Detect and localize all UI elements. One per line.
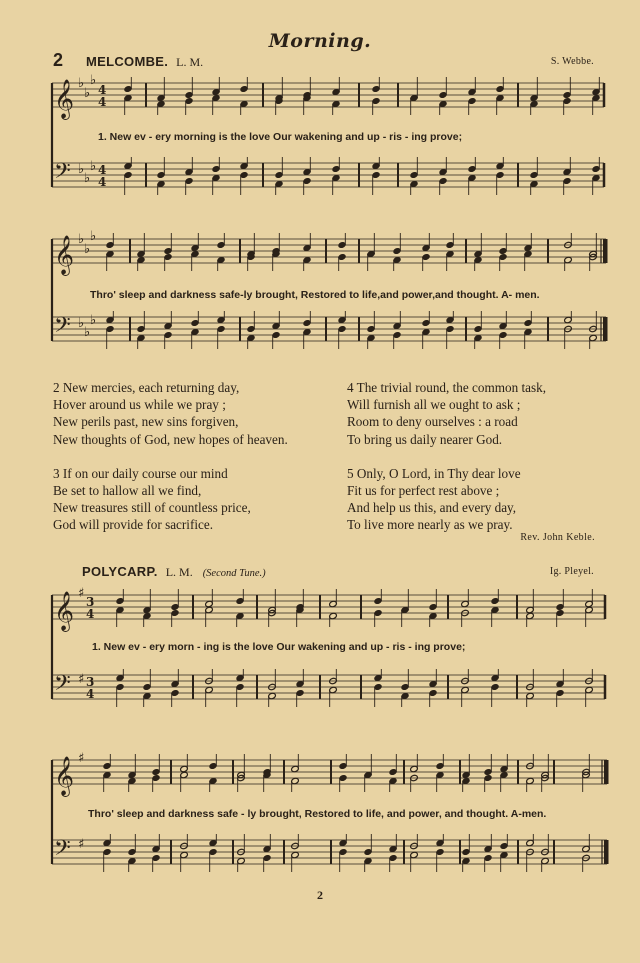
svg-text:4: 4 [98, 83, 107, 97]
svg-text:4: 4 [98, 95, 107, 109]
svg-text:3: 3 [86, 675, 95, 689]
hymn1-heading [86, 53, 203, 71]
svg-text:♯: ♯ [78, 672, 85, 687]
tune-note: (Second Tune.) [202, 568, 266, 579]
lyric-line: Thro' sleep and darkness safe-ly brought, Restored to life,and power,and thought. A- men. [90, 289, 540, 301]
composer: S. Webbe. [550, 56, 594, 67]
lyric-line: 1. New ev - ery morn - ing is the love Our wakening and up - ris - ing prove; [92, 641, 466, 653]
svg-text:3: 3 [86, 595, 95, 609]
svg-text:𝄞: 𝄞 [54, 235, 75, 275]
music-system-hymn1-line2 [0, 225, 640, 385]
composer: Ig. Pleyel. [549, 566, 594, 577]
svg-text:♭: ♭ [78, 162, 85, 177]
hymn-number: 2 [53, 50, 64, 70]
svg-text:4: 4 [86, 607, 95, 621]
svg-text:𝄢: 𝄢 [54, 671, 71, 701]
svg-text:♭: ♭ [78, 316, 85, 331]
music-system-hymn1-line1 [0, 75, 640, 235]
verse-line: Room to deny ourselves : a road [347, 414, 518, 430]
verse-line: New thoughts of God, new hopes of heaven. [53, 431, 288, 447]
svg-text:𝄞: 𝄞 [54, 756, 75, 796]
svg-text:♭: ♭ [90, 229, 97, 244]
meter: L. M. [176, 55, 204, 69]
verse-line: To bring us daily nearer God. [347, 431, 503, 447]
svg-text:♯: ♯ [78, 586, 85, 601]
verse-line: Fit us for perfect rest above ; [347, 483, 500, 499]
lyric-line: Thro' sleep and darkness safe - ly brought, Restored to life, and power, and thought. A-men. [88, 808, 547, 820]
svg-text:4: 4 [98, 163, 107, 177]
verse-3 [53, 465, 288, 534]
svg-text:♭: ♭ [78, 232, 85, 247]
verse-line: 5 Only, O Lord, in Thy dear love [347, 465, 521, 481]
verses-right-column [347, 379, 546, 534]
tune-name: MELCOMBE. [86, 54, 169, 69]
svg-text:♭: ♭ [78, 76, 85, 91]
svg-text:♭: ♭ [84, 171, 91, 186]
text-author: Rev. John Keble. [520, 532, 595, 543]
verse-line: 4 The trivial round, the common task, [347, 380, 546, 395]
verse-line: Be set to hallow all we find, [53, 483, 202, 499]
svg-text:𝄢: 𝄢 [54, 313, 71, 343]
svg-text:4: 4 [98, 175, 107, 189]
svg-text:𝄢: 𝄢 [54, 836, 71, 866]
music-system-hymn2-line1 [0, 585, 640, 745]
tune-name: POLYCARP. [82, 564, 158, 579]
svg-text:♭: ♭ [84, 242, 91, 257]
verses-left-column [53, 379, 288, 534]
verse-line: Will furnish all we ought to ask ; [347, 397, 521, 413]
svg-text:♯: ♯ [78, 751, 85, 766]
music-system-hymn2-line2 [0, 740, 640, 900]
verse-line: God will provide for sacrifice. [53, 517, 214, 533]
section-title: Morning. [268, 30, 372, 52]
svg-text:𝄞: 𝄞 [54, 79, 75, 119]
page-number: 2 [317, 888, 323, 902]
svg-text:♭: ♭ [90, 159, 97, 174]
verse-line: To live more nearly as we pray. [347, 517, 513, 533]
svg-text:♭: ♭ [90, 313, 97, 328]
verse-2 [53, 379, 288, 448]
svg-text:𝄞: 𝄞 [54, 591, 75, 631]
verse-line: And help us this, and every day, [347, 500, 517, 516]
svg-text:♯: ♯ [78, 837, 85, 852]
svg-text:♭: ♭ [84, 86, 91, 101]
verse-line: New treasures still of countless price, [53, 500, 251, 516]
verse-line: 3 If on our daily course our mind [53, 465, 228, 481]
svg-text:♭: ♭ [90, 73, 97, 88]
lyric-line: 1. New ev - ery morning is the love Our wakening and up - ris - ing prove; [98, 131, 463, 143]
hymn2-heading [82, 563, 266, 581]
verse-5 [347, 465, 546, 534]
svg-text:♭: ♭ [84, 325, 91, 340]
verse-4 [347, 379, 546, 448]
meter: L. M. [165, 565, 193, 579]
verse-line: Hover around us while we pray ; [53, 397, 226, 413]
svg-text:𝄢: 𝄢 [54, 159, 71, 189]
verse-line: New perils past, new sins forgiven, [53, 414, 239, 430]
verse-line: 2 New mercies, each returning day, [53, 380, 240, 395]
svg-text:4: 4 [86, 687, 95, 701]
